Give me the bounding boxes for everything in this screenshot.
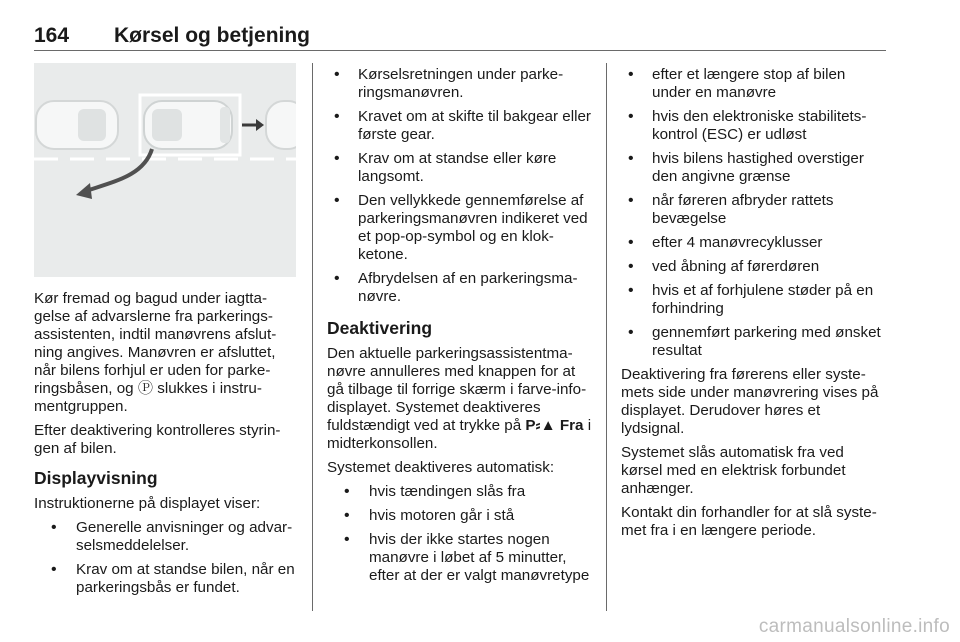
paragraph xyxy=(327,345,592,453)
list-item: • Krav om at standse eller køre langsomt. xyxy=(327,150,592,186)
list-item: • hvis bilens hastighed overstiger den angivne grænse xyxy=(621,150,887,186)
paragraph: Systemet deaktiveres automatisk: xyxy=(327,459,555,476)
column-2 xyxy=(327,66,592,591)
parking-button-icon: P⸗▲ xyxy=(525,417,556,434)
text-run: i midterkonsollen. xyxy=(327,417,592,452)
list-item: • Afbrydelsen af en parkeringsmanøvre. xyxy=(327,270,592,306)
parked-car-left xyxy=(36,101,118,149)
list-item: • hvis der ikke startes nogen manøvre i løbet af 5 minutter, efter at der er valgt manøvretype xyxy=(327,531,592,585)
parking-illustration xyxy=(34,63,296,277)
chapter-title: Kørsel og betjening xyxy=(114,24,311,47)
paragraph: Kontakt din forhandler for at slå systemet fra i en længere periode. xyxy=(621,504,877,539)
list-item: • ved åbning af førerdøren xyxy=(621,258,887,276)
list-item: • hvis motoren går i stå xyxy=(327,507,592,525)
bullet-list xyxy=(327,66,592,306)
parking-maneuver-drawing xyxy=(34,63,296,277)
list-item: • Den vellykkede gennemførelse af parkeringsmanøvren indikeret ved et pop-op-symbol og en klokketone. xyxy=(327,192,592,264)
column-divider-left xyxy=(312,63,313,611)
paragraph: Deaktivering fra førerens eller systemets side under manøvrering vises på displayet. Derudover høres et lydsignal. xyxy=(621,366,879,437)
list-item: • Krav om at standse bilen, når en parkeringsbås er fundet. xyxy=(34,561,296,597)
list-item: • efter 4 manøvrecyklusser xyxy=(621,234,887,252)
button-label-fra: Fra xyxy=(559,417,584,434)
text-run: Den aktuelle parkeringsassistentmanøvre annulleres med knappen for at gå tilbage til forrige skærm i farve-info-displayet. Systemet deaktiveres fuldstændigt ved at trykke på xyxy=(327,345,587,434)
section-heading-deaktivering: Deaktivering xyxy=(327,318,433,338)
list-item: • hvis et af forhjulene støder på en forhindring xyxy=(621,282,887,318)
list-item: • Kørselsretningen under parkeringsmanøvren. xyxy=(327,66,592,102)
list-item: • Generelle anvisninger og advarselsmeddelelser. xyxy=(34,519,296,555)
section-heading-displayvisning: Displayvisning xyxy=(34,468,158,488)
paragraph: Instruktionerne på displayet viser: xyxy=(34,495,261,512)
list-item: • Kravet om at skifte til bakgear eller første gear. xyxy=(327,108,592,144)
paragraph: Kør fremad og bagud under iagttagelse af advarslerne fra parkeringsassistenten, indtil manøvrens afslutning angives. Manøvren er afsluttet, når bilens forhjul er uden for parkeringsbåsen, og Ⓟ slukkes i instrumentgruppen. xyxy=(34,290,277,415)
header-divider xyxy=(34,50,886,51)
paragraph: Systemet slås automatisk fra ved kørsel med en elektrisk forbundet anhænger. xyxy=(621,444,846,497)
list-item: • når føreren afbryder rattets bevægelse xyxy=(621,192,887,228)
paragraph: Efter deaktivering kontrolleres styringen af bilen. xyxy=(34,422,281,457)
parked-car-right xyxy=(266,101,296,149)
own-car xyxy=(144,101,232,149)
watermark: carmanualsonline.info xyxy=(758,616,950,637)
column-divider-right xyxy=(606,63,607,611)
list-item: • hvis tændingen slås fra xyxy=(327,483,592,501)
column-1 xyxy=(34,290,296,603)
column-3 xyxy=(621,66,887,546)
list-item: • hvis den elektroniske stabilitetskontrol (ESC) er udløst xyxy=(621,108,887,144)
bullet-list xyxy=(327,483,592,585)
bullet-list xyxy=(621,66,887,360)
page-number: 164 xyxy=(34,24,70,47)
list-item: • efter et længere stop af bilen under en manøvre xyxy=(621,66,887,102)
list-item: • gennemført parkering med ønsket resultat xyxy=(621,324,887,360)
bullet-list xyxy=(34,519,296,597)
page-header xyxy=(34,24,886,50)
